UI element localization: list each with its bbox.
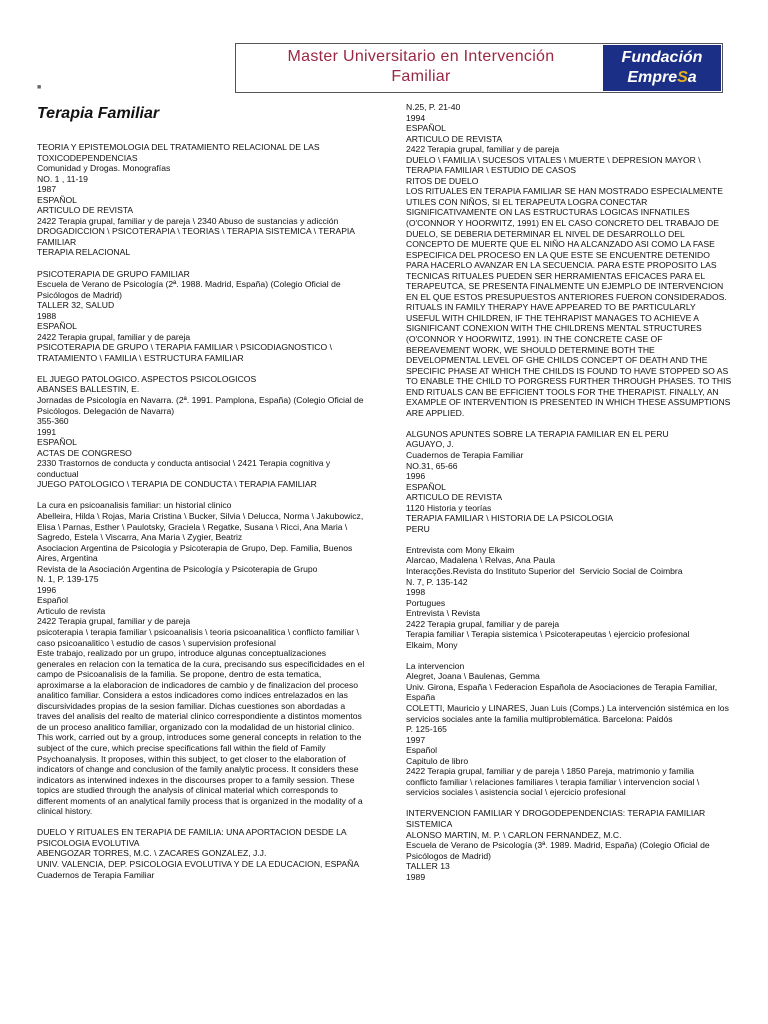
entry-line: Español (406, 745, 438, 756)
entry-line: EN EL QUE ESTOS PRESUPUESTOS ANTERIORES FUERON CONSIDERADOS. (406, 291, 727, 302)
entry-line: discursividades propias de la sesion familiar. Dichas cuestiones son abordadas a (37, 700, 346, 711)
bibliography-entry (406, 661, 734, 798)
entry-line: TERAPIA FAMILIAR \ ESTUDIO DE CASOS (406, 165, 577, 176)
entry-line: Univ. Girona, España \ Federacion Española de Asociaciones de Terapia Familiar, (406, 681, 718, 692)
entry-line: PSICOTERAPIA DE GRUPO FAMILIAR (37, 268, 190, 279)
entry-line: Psicólogos de Madrid) (37, 289, 123, 300)
entry-line: SISTEMICA (406, 819, 453, 829)
entry-line: AGUAYO, J. (406, 439, 454, 450)
entry-line: TRATAMIENTO \ FAMILIA \ ESTRUCTURA FAMILIAR (37, 352, 244, 363)
entry-line: Abelleira, Hilda \ Rojas, Maria Cristina \ Bucker, Silvia \ Delucca, Norma \ Jakubowicz, (37, 511, 364, 521)
entry-line: psicoterapia \ terapia familiar \ psicoanalisis \ teoria psicoanalitica \ conflicto familiar \ (37, 627, 359, 638)
entry-line: P. 125-165 (406, 724, 447, 735)
entry-line: de un proceso analitico familiar, organizado con la modalidad de un historial clinico. (37, 721, 355, 732)
program-title-line: Familiar (391, 68, 451, 85)
entry-line: Jornadas de Psicología en Navarra. (2ª. 1991. Pamplona, España) (Colegio Oficial de (37, 395, 364, 406)
bibliography-entry (37, 500, 382, 816)
entry-line: PSICOTERAPIA DE GRUPO \ TERAPIA FAMILIAR \ PSICODIAGNOSTICO \ (37, 342, 332, 353)
entry-line: N.25, P. 21-40 (406, 102, 461, 112)
entry-line: TALLER 32, SALUD (37, 300, 115, 311)
program-title (236, 47, 606, 87)
entry-line: COLETTI, Mauricio y LINARES, Juan Luis (Comps.) La intervención sistémica en los (406, 703, 729, 714)
entry-line: Entrevista com Mony Elkaim (406, 544, 515, 555)
entry-line: BEREAVEMENT WORK, WE SHOULD DETERMINE BOTH THE (406, 344, 655, 355)
entry-line: 2422 Terapia grupal, familiar y de pareja \ 1850 Pareja, matrimonio y familia (406, 766, 694, 777)
entry-line: Articulo de revista (37, 605, 106, 616)
entry-line: EXAMPLE OF INTERVENTION IS PRESENTED IN WHICH THESE ASSUMPTIONS (406, 397, 731, 408)
entry-line: 1120 Historia y teorías (406, 502, 492, 513)
bibliography-entry (406, 808, 734, 882)
entry-line: Entrevista \ Revista (406, 608, 481, 619)
entry-line: Español (37, 595, 69, 606)
entry-line: 2330 Trastornos de conducta y conducta antisocial \ 2421 Terapia cognitiva y (37, 458, 331, 469)
entry-line: LOS RITUALES EN TERAPIA FAMILIAR SE HAN MOSTRADO ESPECIALMENTE (406, 186, 723, 197)
entry-line: Revista de la Asociación Argentina de Psicología y Psicoterapia de Grupo (37, 563, 318, 574)
entry-line: 1988 (37, 310, 57, 321)
entry-line: DUELO \ FAMILIA \ SUCESOS VITALES \ MUERTE \ DEPRESION MAYOR \ (406, 154, 701, 165)
entry-line: Este trabajo, realizado por un grupo, introduce algunas conceptualizaciones (37, 648, 327, 659)
fundacion-empresa-logo: Fundación EmpreSa (603, 45, 721, 91)
entry-line: Cuadernos de Terapia Familiar (37, 869, 155, 880)
entry-line: PERU (406, 523, 430, 534)
entry-line: TALLER 13 (406, 861, 450, 872)
entry-line: SIGNIFICATIVAMENTE ON LAS ESTRUCTURAS LOGICAS INFNATILES (406, 207, 690, 218)
entry-line: DROGADICCION \ PSICOTERAPIA \ TEORIAS \ TERAPIA SISTEMICA \ TERAPIA (37, 226, 356, 237)
entry-line: Interacções.Revista do Instituto Superior del Servicio Social de Coimbra (406, 565, 683, 576)
entry-line: ESPAÑOL (37, 437, 77, 448)
entry-line: ESPECIFICA DEL PROCESO EN LA QUE ESTE SE ENCUENTRE DETENIDO (406, 249, 710, 260)
entry-line: END RITUALS CAN BE EFFICIENT TOOLS FOR THE THERAPIST. FINALLY, AN (406, 386, 719, 397)
entry-line: Alegret, Joana \ Baulenas, Gemma (406, 671, 540, 682)
entry-line: 1991 (37, 426, 57, 437)
left-column (37, 142, 382, 891)
bibliography-entry (37, 374, 382, 490)
entry-line: 1989 (406, 871, 426, 882)
bibliography-entry (37, 142, 382, 258)
entry-line: Asociacion Argentina de Psicologia y Psicoterapia de Grupo, Dep. Familia, Buenos (37, 542, 353, 553)
entry-line: TEORIA Y EPISTEMOLOGIA DEL TRATAMIENTO RELACIONAL DE LAS (37, 142, 320, 152)
entry-line: TOXICODEPENDENCIAS (37, 152, 138, 163)
entry-line: Escuela de Verano de Psicología (3ª. 1989. Madrid, España) (Colegio Oficial de (406, 840, 710, 851)
entry-line: topics are studied through the analysis of clinical material which corresponds to (37, 785, 338, 796)
entry-line: Capitulo de libro (406, 755, 469, 766)
entry-line: Aires, Argentina (37, 553, 98, 564)
entry-line: ACTAS DE CONGRESO (37, 447, 132, 458)
entry-line: traves del analisis del realto de material clinico correspondiente a distintos momentos (37, 711, 362, 722)
entry-line: PARA HACERLO AVANZAR EN LA SECUENCIA. PARA ESTE PROPOSITO LAS (406, 260, 717, 271)
entry-line: 2422 Terapia grupal, familiar y de pareja (406, 618, 560, 629)
entry-line: ESPAÑOL (37, 194, 77, 205)
entry-line: USEFUL WITH CHILDREN, IF THE TEHRAPIST MANAGES TO ACHIEVE A (406, 312, 700, 323)
entry-line: La intervencion (406, 660, 465, 671)
entry-line: UTILES CON NIÑOS, SI EL TERAPEUTA LOGRA CONECTAR (406, 196, 648, 207)
entry-line: SPECIFIC PHASE AT WHICH THE CHILDS IS FOUND TO HAVE STOPPED SO AS (406, 365, 729, 376)
entry-line: 1998 (406, 587, 426, 598)
entry-line: conductual (37, 468, 79, 479)
entry-line: ESPAÑOL (406, 481, 446, 492)
entry-line: subject of the cure, which precise specifications fall within the field of Family (37, 743, 326, 754)
entry-line: (O'CONNOR Y HOORWITZ, 1991). IN THE CONCRETE CASE OF (406, 334, 663, 345)
entry-line: NO.31, 65-66 (406, 460, 458, 471)
right-column (406, 102, 734, 893)
entry-line: ARE APPLIED. (406, 407, 465, 418)
entry-line: NO. 1 , 11-19 (37, 173, 88, 184)
entry-line: indicators of change and conclusion of the family analytic process. It considers these (37, 764, 359, 775)
entry-line: ARTICULO DE REVISTA (406, 492, 503, 503)
entry-line: N. 1, P. 139-175 (37, 574, 99, 585)
entry-line: Psychoanalysis. It proposes, within this subject, to get closer to the elaboration of (37, 753, 346, 764)
entry-line: generales en relacion con la tematica de la cura, precisando sus especificidades en el (37, 658, 365, 669)
entry-line: 355-360 (37, 416, 69, 427)
entry-line: La cura en psicoanalisis familiar: un historial clinico (37, 500, 232, 511)
entry-line: INTERVENCION FAMILIAR Y DROGODEPENDENCIAS: TERAPIA FAMILIAR (406, 808, 706, 819)
entry-line: EL JUEGO PATOLOGICO. ASPECTOS PSICOLOGICOS (37, 373, 257, 384)
entry-line: DUELO Y RITUALES EN TERAPIA DE FAMILIA: UNA APORTACION DESDE LA (37, 827, 347, 838)
entry-line: 1994 (406, 112, 426, 123)
bullet-marker: ■ (37, 84, 42, 91)
section-title: Terapia Familiar (37, 105, 160, 122)
entry-line: 2422 Terapia grupal, familiar y de pareja (406, 144, 560, 155)
entry-line: Escuela de Verano de Psicología (2ª. 1988. Madrid, España) (Colegio Oficial de (37, 279, 341, 290)
entry-line: PSICOLOGIA EVOLUTIVA (37, 837, 140, 848)
bibliography-entry (406, 429, 734, 534)
entry-line: RITUALS IN FAMILY THERAPY HAVE APPEARED TO BE PARTICULARLY (406, 302, 696, 313)
entry-line: Psicólogos de Madrid) (406, 850, 492, 861)
bibliography-entry (406, 102, 734, 418)
entry-line: Terapia familiar \ Terapia sistemica \ Psicoterapeutas \ ejercicio profesional (406, 629, 690, 640)
entry-line: TECNICAS RITUALES PUEDEN SER HERRAMIENTAS EFICACES PARA EL (406, 270, 706, 281)
entry-line: SIGNIFICANT CONEXION WITH THE CHILDRENS MENTAL STRUCTURES (406, 323, 702, 334)
entry-line: Sagredo, Estela \ Viscarra, Ana Maria \ Zygier, Beatriz (37, 532, 243, 543)
entry-line: 2422 Terapia grupal, familiar y de pareja (37, 331, 191, 342)
entry-line: (O'CONNOR Y HOORWITZ, 1991) EN EL CASO CONCRETO DEL TRABAJO DE (406, 218, 719, 229)
entry-line: This work, carried out by a group, introduces some general concepts in relation to the (37, 732, 362, 743)
entry-line: 1987 (37, 184, 57, 195)
entry-line: analitico familiar. Considera a estos indicadores como indices entrelazados en las (37, 690, 348, 701)
bibliography-entry (37, 269, 382, 364)
entry-line: ALGUNOS APUNTES SOBRE LA TERAPIA FAMILIAR EN EL PERU (406, 428, 669, 439)
entry-line: Elisa \ Parnas, Esther \ Paulotsky, Graciela \ Regatke, Susana \ Ricci, Ana Maria \ (37, 521, 348, 532)
entry-line: clinical history. (37, 806, 93, 817)
entry-line: Cuadernos de Terapia Familiar (406, 450, 524, 460)
entry-line: TERAPEUTCA, SE PRESENTA FINALMENTE UN EJEMPLO DE INTERVENCION (406, 281, 724, 292)
entry-line: España (406, 692, 436, 703)
entry-line: 2422 Terapia grupal, familiar y de pareja (37, 616, 191, 627)
entry-line: TO ENABLE THE CHILD TO PORGRESS FURTHER THROUGH PHASES. TO THIS (406, 376, 732, 387)
page-header (235, 43, 723, 93)
entry-line: Portugues (406, 597, 446, 608)
entry-line: indicators as interwined indexes in the discourses proper to a family session. These (37, 774, 355, 785)
entry-line: 1997 (406, 734, 426, 745)
entry-line: servicios sociales \ asistencia social \ ejercicio profesional (406, 787, 626, 798)
entry-line: campo de Psicoanalisis de la familia. Se propone, dentro de esta tematica, (37, 669, 322, 680)
entry-line: DUELO, SE DEBERIA DETERMINAR EL NIVEL DE DESARROLLO DEL (406, 228, 685, 239)
entry-line: Elkaim, Mony (406, 639, 458, 650)
entry-line: ARTICULO DE REVISTA (37, 205, 134, 216)
program-title-line: Master Universitario en Intervención (287, 48, 555, 65)
entry-line: 2422 Terapia grupal, familiar y de pareja \ 2340 Abuso de sustancias y adicción (37, 215, 339, 226)
entry-line: FAMILIAR (37, 236, 77, 247)
entry-line: aproximarse a la elaboracion de indicadores de cambio y de finalizacion del proceso (37, 679, 359, 690)
entry-line: 1996 (37, 584, 57, 595)
bibliography-entry (406, 545, 734, 650)
entry-line: ESPAÑOL (37, 321, 77, 332)
entry-line: JUEGO PATOLOGICO \ TERAPIA DE CONDUCTA \ TERAPIA FAMILIAR (37, 479, 317, 490)
entry-line: different moments of an analytical family process that is organized in the modality of a (37, 795, 363, 806)
entry-line: Alarcao, Madalena \ Relvas, Ana Paula (406, 555, 556, 566)
entry-line: DEVELOPMENTAL LEVEL OF GHE CHILDS CONCEPT OF DEATH AND THE (406, 355, 708, 366)
bibliography-entry (37, 827, 382, 880)
entry-line: ESPAÑOL (406, 123, 446, 134)
entry-line: TERAPIA FAMILIAR \ HISTORIA DE LA PSICOLOGIA (406, 513, 614, 524)
entry-line: UNIV. VALENCIA, DEP. PSICOLOGIA EVOLUTIVA Y DE LA EDUCACION, ESPAÑA (37, 859, 360, 869)
entry-line: TERAPIA RELACIONAL (37, 247, 131, 258)
entry-line: ARTICULO DE REVISTA (406, 133, 503, 144)
entry-line: conflicto familiar \ relaciones familiares \ terapia familiar \ intervencion social \ (406, 776, 700, 787)
entry-line: caso psicoanalitico \ estudio de casos \ supervision profesional (37, 637, 276, 648)
entry-line: N. 7, P. 135-142 (406, 576, 468, 587)
entry-line: RITOS DE DUELO (406, 175, 479, 186)
entry-line: Psicólogos. Delegación de Navarra) (37, 405, 175, 416)
entry-line: servicios sociales ante la familia multiproblemática. Barcelona: Paidós (406, 713, 673, 724)
entry-line: 1996 (406, 471, 426, 482)
entry-line: ABANSES BALLESTIN, E. (37, 384, 140, 395)
entry-line: ABENGOZAR TORRES, M.C. \ ZACARES GONZALEZ, J.J. (37, 848, 267, 859)
entry-line: Comunidad y Drogas. Monografías (37, 163, 171, 174)
entry-line: ALONSO MARTIN, M. P. \ CARLON FERNANDEZ, M.C. (406, 829, 622, 840)
entry-line: CONCEPTO DE MUERTE QUE EL NIÑO HA ALCANZADO ASI COMO LA FASE (406, 239, 715, 250)
